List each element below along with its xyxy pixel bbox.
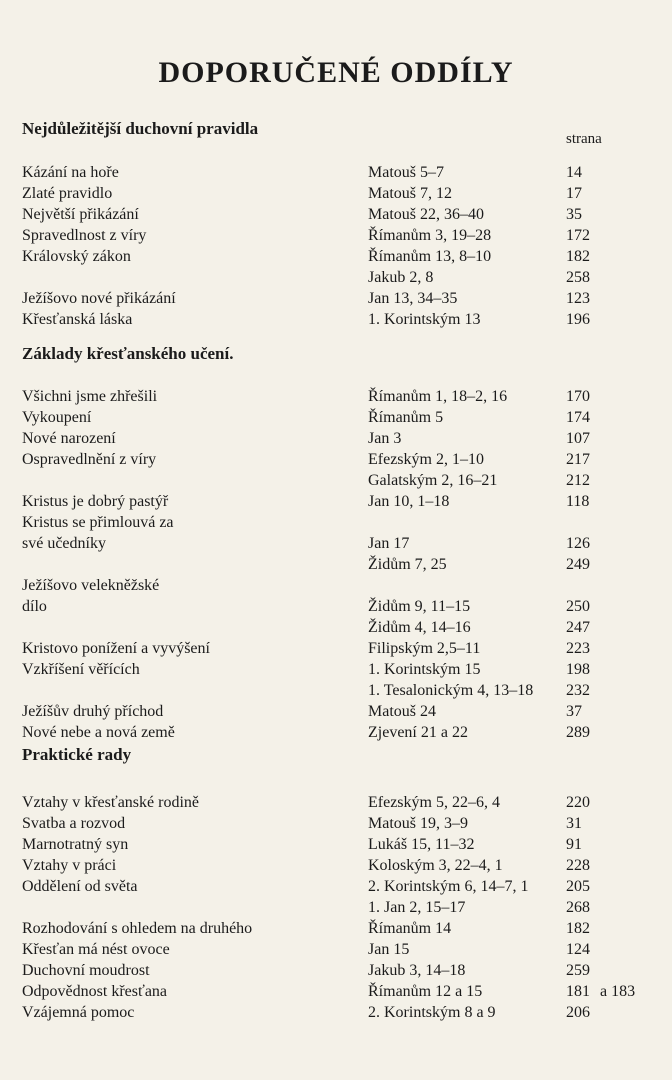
list-item [0,702,672,722]
scripture-reference: Matouš 19, 3–9 [368,815,468,832]
topic-label: Ježíšovo velekněžské [22,577,160,594]
list-item [0,723,672,743]
scripture-reference: Židům 9, 11–15 [368,598,471,615]
page-number: 174 [566,409,590,426]
page-number: 123 [566,290,590,307]
scripture-reference: 1. Tesalonickým 4, 13–18 [368,682,534,699]
scripture-reference: Jan 13, 34–35 [368,290,458,307]
list-item [0,835,672,855]
scripture-reference: Římanům 12 a 15 [368,983,483,1000]
list-item [0,310,672,330]
page-number: 247 [566,619,590,636]
topic-label: Rozhodování s ohledem na druhého [22,920,253,937]
page-number: 205 [566,878,590,895]
scripture-reference: Římanům 1, 18–2, 16 [368,388,508,405]
page-number: 172 [566,227,590,244]
scripture-reference: Římanům 3, 19–28 [368,227,492,244]
topic-label: Kristus je dobrý pastýř [22,493,169,510]
page-number: 124 [566,941,590,958]
list-item [0,247,672,267]
list-item [0,898,672,918]
scripture-reference: Efezským 5, 22–6, 4 [368,794,500,811]
scripture-reference: Jan 10, 1–18 [368,493,450,510]
topic-label: Křesťan má nést ovoce [22,941,170,958]
section-heading: Nejdůležitější duchovní pravidla [22,119,259,138]
topic-label: Křesťanská láska [22,311,133,328]
scripture-reference: 1. Korintským 13 [368,311,481,328]
list-item [0,387,672,407]
list-item [0,555,672,575]
topic-label: Zlaté pravidlo [22,185,113,202]
page-number: 170 [566,388,590,405]
page-number: 107 [566,430,590,447]
list-item [0,961,672,981]
topic-label: Vztahy v křesťanské rodině [22,794,199,811]
section-heading: Základy křesťanského učení. [22,344,234,363]
scripture-reference: 1. Korintským 15 [368,661,481,678]
page-number: 249 [566,556,590,573]
topic-label: Ježíšovo nové přikázání [22,290,176,307]
page-number: 182 [566,920,590,937]
scripture-reference: Filipským 2,5–11 [368,640,481,657]
list-item [0,793,672,813]
list-item [0,576,672,596]
page-number: 206 [566,1004,590,1021]
list-item [0,492,672,512]
topic-label: Vztahy v práci [22,857,117,874]
topic-label: Svatba a rozvod [22,815,126,832]
topic-label: Nové narození [22,430,116,447]
scripture-reference: Galatským 2, 16–21 [368,472,498,489]
page-number: 223 [566,640,590,657]
page-column-header: strana [566,131,602,147]
page-number: 118 [566,493,590,510]
scripture-reference: Jakub 2, 8 [368,269,434,286]
scripture-reference: Židům 4, 14–16 [368,619,471,636]
scripture-reference: Římanům 14 [368,920,452,937]
list-item [0,681,672,701]
page-number: 259 [566,962,590,979]
scripture-reference: Efezským 2, 1–10 [368,451,484,468]
page-number: 250 [566,598,590,615]
scripture-reference: Matouš 22, 36–40 [368,206,484,223]
page-number: 14 [566,164,582,181]
page-number: 35 [566,206,582,223]
list-item [0,877,672,897]
topic-label: Kázání na hoře [22,164,119,181]
page-number: 258 [566,269,590,286]
topic-label: Kristovo ponížení a vyvýšení [22,640,210,657]
scripture-reference: Jan 17 [368,535,410,552]
scripture-reference: 2. Korintským 8 a 9 [368,1004,496,1021]
list-item [0,408,672,428]
page-number: 31 [566,815,582,832]
page-number: 181 [566,983,590,1000]
page-number: 17 [566,185,582,202]
topic-label: Marnotratný syn [22,836,129,853]
page-number: 232 [566,682,590,699]
list-item [0,513,672,533]
scripture-reference: Jan 15 [368,941,410,958]
list-item [0,940,672,960]
topic-label: Kristus se přimlouvá za [22,514,174,531]
section-heading: Praktické rady [22,745,132,764]
topic-label: Ježíšův druhý příchod [22,703,164,720]
topic-label: Duchovní moudrost [22,962,150,979]
scripture-reference: Zjevení 21 a 22 [368,724,468,741]
list-item [0,639,672,659]
page-number: 37 [566,703,582,720]
list-item [0,184,672,204]
scripture-reference: 1. Jan 2, 15–17 [368,899,466,916]
list-item [0,450,672,470]
topic-label: Ospravedlnění z víry [22,451,157,468]
list-item [0,660,672,680]
scripture-reference: Římanům 13, 8–10 [368,248,492,265]
list-item [0,429,672,449]
topic-label: Spravedlnost z víry [22,227,147,244]
page-number: 228 [566,857,590,874]
topic-label: Nové nebe a nová země [22,724,175,741]
topic-label: Vzkříšení věřících [22,661,140,678]
topic-label: Vzájemná pomoc [22,1004,135,1021]
page-number: 198 [566,661,590,678]
scripture-reference: Římanům 5 [368,409,444,426]
scripture-reference: Židům 7, 25 [368,556,447,573]
topic-label: Královský zákon [22,248,131,265]
page-number: 217 [566,451,590,468]
list-item [0,982,672,1002]
page-number: 289 [566,724,590,741]
list-item [0,919,672,939]
list-item [0,597,672,617]
list-item [0,856,672,876]
scripture-reference: Matouš 24 [368,703,436,720]
scripture-reference: Matouš 7, 12 [368,185,452,202]
page-number: 212 [566,472,590,489]
page-title: DOPORUČENÉ ODDÍLY [158,56,514,89]
topic-label: Všichni jsme zhřešili [22,388,158,405]
scripture-reference: Koloským 3, 22–4, 1 [368,857,503,874]
list-item [0,618,672,638]
scripture-reference: Lukáš 15, 11–32 [368,836,475,853]
page-number: 126 [566,535,590,552]
list-item [0,268,672,288]
topic-label: dílo [22,598,47,615]
scripture-reference: Jan 3 [368,430,402,447]
topic-label: Oddělení od světa [22,878,138,895]
list-item [0,1003,672,1023]
topic-label: své učedníky [22,535,106,552]
scripture-reference: Matouš 5–7 [368,164,444,181]
page-number: 182 [566,248,590,265]
scripture-reference: Jakub 3, 14–18 [368,962,466,979]
topic-label: Odpovědnost křesťana [22,983,168,1000]
extra-page-number: a 183 [600,983,636,1000]
list-item [0,163,672,183]
topic-label: Vykoupení [22,409,92,426]
list-item [0,534,672,554]
topic-label: Největší přikázání [22,206,139,223]
list-item [0,814,672,834]
page-number: 196 [566,311,590,328]
page-number: 268 [566,899,590,916]
list-item [0,289,672,309]
page-number: 91 [566,836,582,853]
list-item [0,226,672,246]
page-number: 220 [566,794,590,811]
list-item [0,471,672,491]
scripture-reference: 2. Korintským 6, 14–7, 1 [368,878,529,895]
list-item [0,205,672,225]
